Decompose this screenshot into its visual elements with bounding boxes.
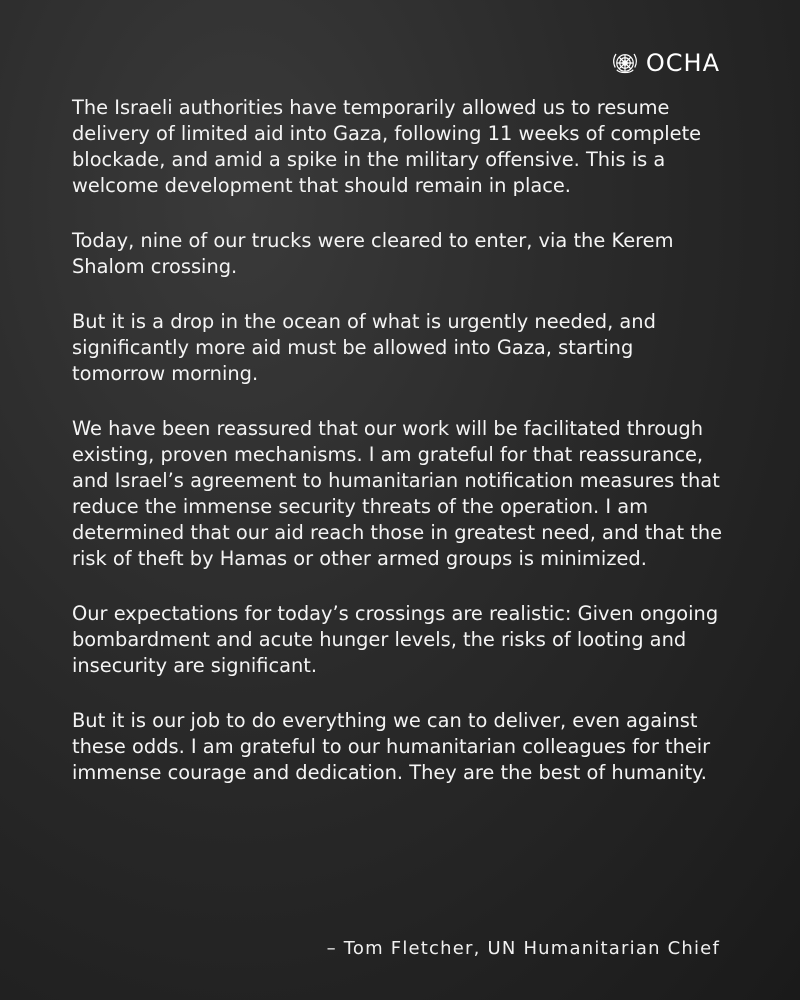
ocha-logo: [610, 48, 720, 78]
un-emblem-icon: [610, 48, 640, 78]
paragraph: Our expectations for today’s crossings are realistic: Given ongoing bombardment and acute hunger levels, the risks of looting and insecurity are significant.: [72, 602, 719, 677]
paragraph: But it is a drop in the ocean of what is urgently needed, and significantly more aid must be allowed into Gaza, starting tomorrow morning.: [72, 310, 656, 385]
statement-body: [72, 95, 732, 815]
paragraph: But it is our job to do everything we can to deliver, even against these odds. I am grateful to our humanitarian colleagues for their immense courage and dedication. They are the best of humanity.: [72, 709, 711, 784]
logo-text: OCHA: [645, 49, 720, 77]
attribution: – Tom Fletcher, UN Humanitarian Chief: [326, 938, 720, 959]
paragraph: The Israeli authorities have temporarily allowed us to resume delivery of limited aid into Gaza, following 11 weeks of complete blockade, and amid a spike in the military offensive. This is a welcome development that should remain in place.: [72, 96, 702, 197]
paragraph: Today, nine of our trucks were cleared to enter, via the Kerem Shalom crossing.: [72, 229, 674, 278]
paragraph: We have been reassured that our work will be facilitated through existing, proven mechanisms. I am grateful for that reassurance, and Israel’s agreement to humanitarian notification measures that reduce the immense security threats of the operation. I am determined that our aid reach those in greatest need, and that the risk of theft by Hamas or other armed groups is minimized.: [72, 417, 723, 570]
